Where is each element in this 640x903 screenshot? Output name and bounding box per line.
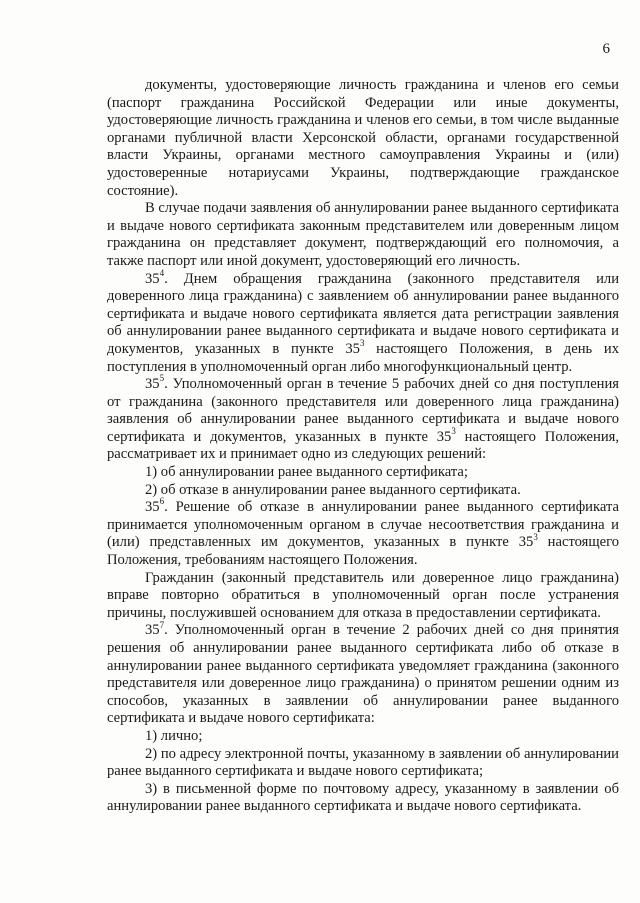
list-item-notify-1 xyxy=(107,728,619,746)
text-run: Гражданин (законный представитель или доверенное лицо гражданина) вправе повторно обратиться в уполномоченный орган после устранения причины, послужившей основанием для отказа в предоставлении сертификата. xyxy=(107,569,619,621)
superscript-index: 7 xyxy=(159,619,165,630)
text-run: . Днем обращения гражданина (законного представителя или доверенного лица гражданина) с заявлением об аннулировании ранее выданного сертификата и выдаче нового сертификата является дата регистрации заявления об аннулировании ранее выданного сертификата и выдаче нового сертификата и документов, указанных в пункте 35 xyxy=(107,270,619,357)
superscript-index: 3 xyxy=(359,338,365,349)
superscript-index: 3 xyxy=(533,531,538,542)
text-run: 1) лично; xyxy=(145,727,203,744)
text-run: . Уполномоченный орган в течение 5 рабочих дней со дня поступления от гражданина (законного представителя или доверенного лица гражданина) заявления об аннулировании ранее выданного сертификата и выдаче нового сертификата и документов, указанных в пункте 35 xyxy=(107,376,619,445)
paragraph-continuation xyxy=(107,77,619,200)
list-item-decision-1 xyxy=(107,464,619,482)
superscript-index: 5 xyxy=(159,373,165,384)
list-item-notify-2 xyxy=(107,746,619,781)
superscript-index: 4 xyxy=(159,267,165,278)
text-run: . Уполномоченный орган в течение 2 рабочих дней со дня принятия решения об аннулировании ранее выданного сертификата либо об отказе в аннулировании ранее выданного сертификата уведомляет гражданина (законного представителя или доверенное лицо гражданина) о принятом решении одним из способов, указанных в заявлении об аннулировании ранее выданного сертификата и выдаче нового сертификата: xyxy=(107,622,619,727)
document-body xyxy=(107,77,619,816)
text-run: В случае подачи заявления об аннулировании ранее выданного сертификата и выдаче нового сертификата законным представителем или доверенным лицом гражданина он представляет документ, подтверждающий его полномочия, а также паспорт или иной документ, удостоверяющий его личность. xyxy=(107,200,619,269)
superscript-index: 3 xyxy=(451,426,456,437)
text-run: 35 xyxy=(145,499,160,516)
text-run: 35 xyxy=(145,622,160,639)
text-run: настоящего Положения, требованиям настоящего Положения. xyxy=(107,534,620,569)
text-run: . Решение об отказе в аннулировании ранее выданного сертификата принимается уполномоченным органом в случае несоответствия гражданина и (или) представленных им документов, указанных в пункте 35 xyxy=(107,499,619,551)
text-run: 2) по адресу электронной почты, указанному в заявлении об аннулировании ранее выданного сертификата и выдаче нового сертификата; xyxy=(107,745,619,780)
paragraph-35-5 xyxy=(107,373,619,464)
text-run: 3) в письменной форме по почтовому адресу, указанному в заявлении об аннулировании ранее выданного сертификата и выдаче нового сертификата. xyxy=(107,780,619,815)
paragraph-35-7 xyxy=(107,619,619,728)
text-run: настоящего Положения, рассматривает их и принимает одно из следующих решений: xyxy=(107,428,619,463)
text-run: 35 xyxy=(145,270,160,287)
paragraph-35-4 xyxy=(107,267,620,377)
list-item-notify-3 xyxy=(107,781,619,816)
text-run: 35 xyxy=(145,376,160,393)
text-run: 1) об аннулировании ранее выданного сертификата; xyxy=(145,464,468,481)
list-item-decision-2 xyxy=(107,482,619,500)
paragraph-reapply xyxy=(107,570,619,623)
paragraph-35-6 xyxy=(107,496,620,569)
paragraph-representative-documents xyxy=(107,200,619,270)
text-run: 2) об отказе в аннулировании ранее выданного сертификата. xyxy=(145,481,521,498)
text-run: документы, удостоверяющие личность гражданина и членов его семьи (паспорт гражданина Российской Федерации или иные документы, удостоверяющие личность гражданина и членов его семьи, в том числе выданные органами публичной власти Херсонской области, органами государственной власти Украины, органами местного самоуправления Украины и (или) удостоверенные нотариусами Украины, подтверждающие гражданское состояние). xyxy=(107,77,619,199)
superscript-index: 6 xyxy=(159,496,165,507)
text-run: настоящего Положения, в день их поступления в уполномоченный орган либо многофункциональный центр. xyxy=(107,340,620,375)
page-number: 6 xyxy=(602,41,610,57)
